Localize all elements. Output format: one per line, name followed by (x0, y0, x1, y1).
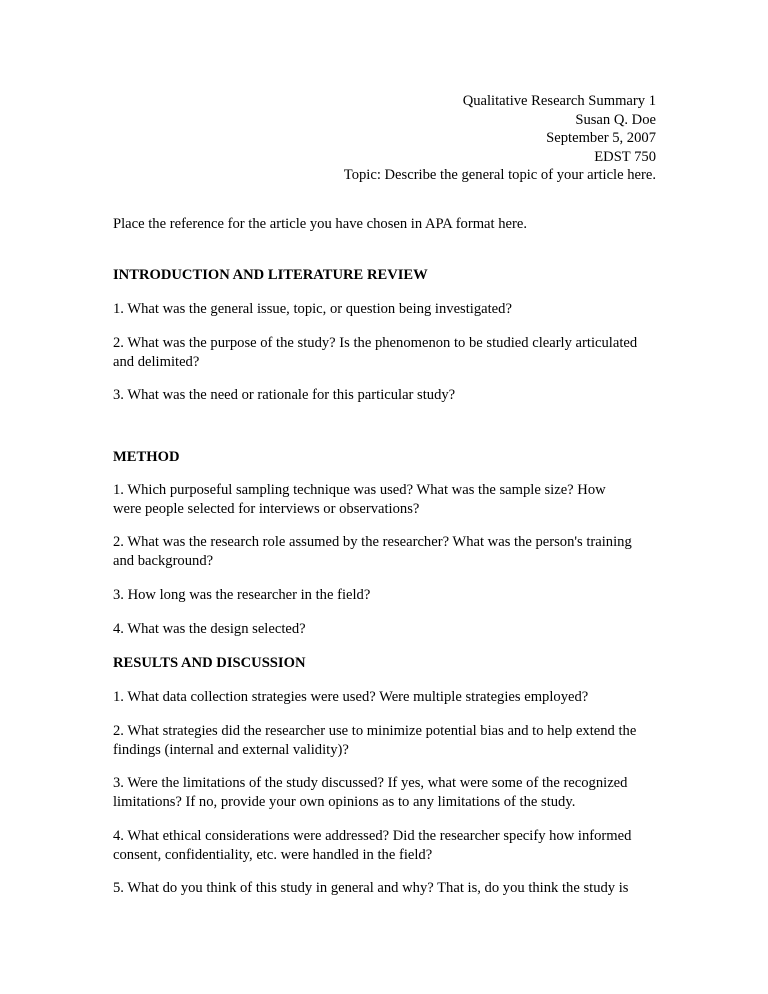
text-line: consent, confidentiality, etc. were handled in the field? (113, 846, 433, 863)
reference-paragraph: Place the reference for the article you have chosen in APA format here. (113, 216, 527, 232)
topic: Topic: Describe the general topic of your article here. (343, 167, 656, 183)
text-line: 2. What was the purpose of the study? Is the phenomenon to be studied clearly articulated (113, 335, 638, 351)
question (113, 620, 658, 639)
text-line: and background? (113, 552, 214, 569)
text-line: 4. What ethical considerations were addressed? Did the researcher specify how informed (113, 828, 632, 844)
text-line: and delimited? (113, 353, 200, 370)
text-line: 2. What strategies did the researcher use to minimize potential bias and to help extend the (113, 723, 637, 739)
text-line: were people selected for interviews or observations? (113, 500, 420, 517)
question (113, 774, 658, 811)
question (113, 827, 658, 864)
text-line: 3. How long was the researcher in the field? (113, 587, 371, 603)
section-heading-introduction: INTRODUCTION AND LITERATURE REVIEW (113, 267, 428, 283)
doc-title: Qualitative Research Summary 1 (462, 93, 656, 109)
text-line: 1. Which purposeful sampling technique was used? What was the sample size? How (113, 482, 606, 498)
text-line: findings (internal and external validity)? (113, 741, 349, 758)
question (113, 586, 658, 605)
text-line: 2. What was the research role assumed by the researcher? What was the person's training (113, 534, 632, 550)
question (113, 481, 658, 518)
question (113, 334, 658, 371)
section-heading-results: RESULTS AND DISCUSSION (113, 655, 306, 671)
question (113, 722, 658, 759)
text-line: 1. What data collection strategies were used? Were multiple strategies employed? (113, 689, 589, 705)
question (113, 300, 658, 319)
text-line: 5. What do you think of this study in general and why? That is, do you think the study is (113, 880, 629, 896)
question (113, 879, 658, 898)
text-line: limitations? If no, provide your own opinions as to any limitations of the study. (113, 793, 576, 810)
question (113, 688, 658, 707)
document-header (113, 92, 656, 185)
text-line: 3. Were the limitations of the study discussed? If yes, what were some of the recognized (113, 775, 628, 791)
course: EDST 750 (594, 148, 656, 165)
text-line: 1. What was the general issue, topic, or question being investigated? (113, 301, 512, 317)
question (113, 533, 658, 570)
date: September 5, 2007 (546, 130, 656, 146)
text-line: 3. What was the need or rationale for this particular study? (113, 387, 456, 403)
question (113, 386, 658, 405)
section-heading-method: METHOD (113, 449, 180, 465)
author-name: Susan Q. Doe (575, 111, 656, 128)
text-line: 4. What was the design selected? (113, 621, 306, 637)
